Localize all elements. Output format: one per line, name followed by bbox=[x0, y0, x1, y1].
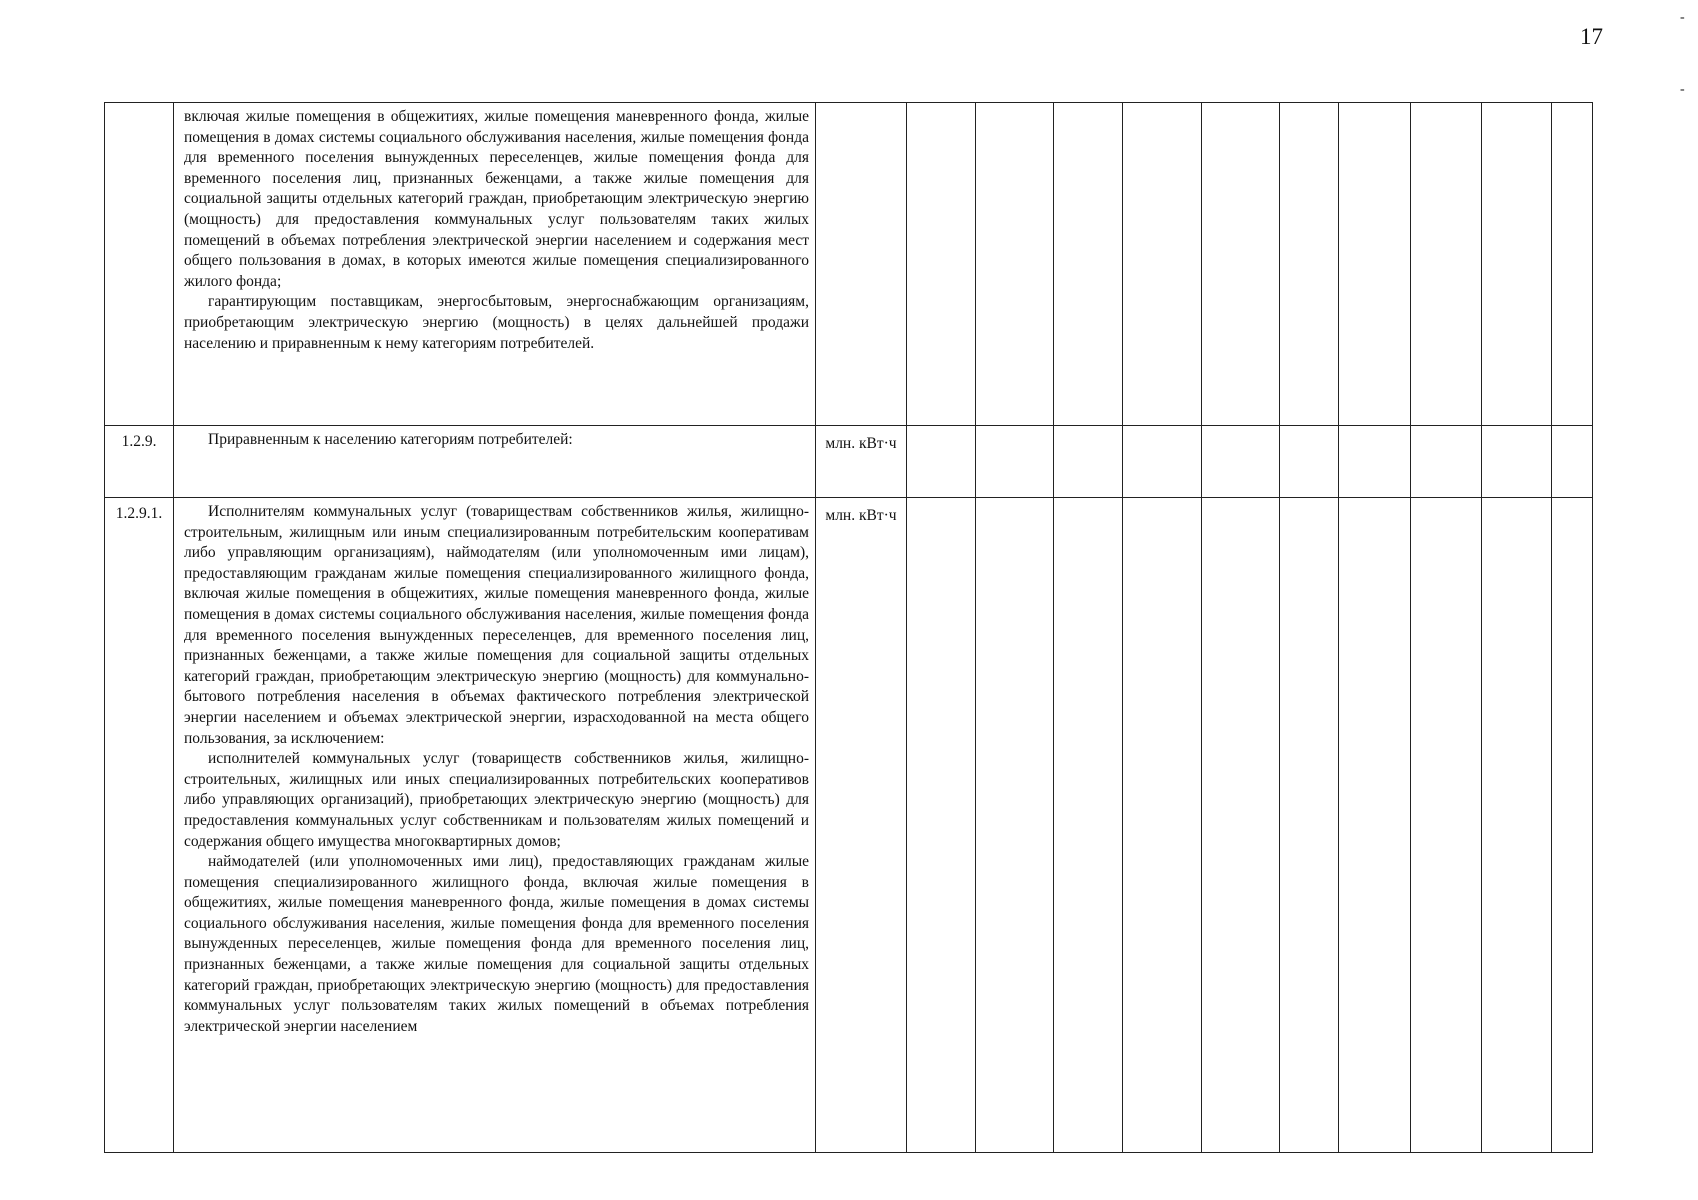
value-cell bbox=[1482, 103, 1552, 426]
value-cell bbox=[1054, 426, 1123, 498]
value-cell bbox=[1411, 103, 1482, 426]
row-number: 1.2.9.1. bbox=[105, 498, 174, 1153]
table-row bbox=[105, 103, 1593, 426]
description-paragraph: исполнителей коммунальных услуг (товариществ собственников жилья, жилищно-строительных, жилищных или иных специализированных потребительских кооперативов либо управляющих организаций), приобретающих электрическую энергию (мощность) для предоставления коммунальных услуг собственникам и пользователям жилых помещений и содержания общего имущества многоквартирных домов; bbox=[184, 750, 809, 850]
table-row bbox=[105, 498, 1593, 1153]
value-cell bbox=[1123, 426, 1202, 498]
value-cell bbox=[1339, 498, 1411, 1153]
value-cell bbox=[1482, 426, 1552, 498]
row-number: 1.2.9. bbox=[105, 426, 174, 498]
row-description bbox=[174, 426, 816, 498]
row-unit bbox=[816, 103, 907, 426]
margin-mark: - bbox=[1680, 82, 1685, 97]
value-cell bbox=[1280, 498, 1339, 1153]
value-cell bbox=[1339, 103, 1411, 426]
row-number bbox=[105, 103, 174, 426]
value-cell bbox=[1280, 426, 1339, 498]
row-unit: млн. кВт·ч bbox=[816, 498, 907, 1153]
value-cell bbox=[1552, 103, 1593, 426]
description-paragraph: наймодателей (или уполномоченных ими лиц), предоставляющих гражданам жилые помещения специализированного жилищного фонда, включая жилые помещения в общежитиях, жилые помещения маневренного фонда, жилые помещения в домах системы социального обслуживания населения, жилые помещения фонда для временного поселения вынужденных переселенцев, жилые помещения фонда для временного поселения лиц, признанных беженцами, а также жилые помещения для социальной защиты отдельных категорий граждан, приобретающих электрическую энергию (мощность) для предоставления коммунальных услуг пользователям таких жилых помещений в объемах потребления электрической энергии населением bbox=[184, 853, 809, 1035]
value-cell bbox=[1411, 426, 1482, 498]
value-cell bbox=[1123, 103, 1202, 426]
value-cell bbox=[1202, 426, 1280, 498]
table-row bbox=[105, 426, 1593, 498]
value-cell bbox=[1482, 498, 1552, 1153]
value-cell bbox=[976, 498, 1054, 1153]
margin-mark: - bbox=[1680, 10, 1685, 25]
value-cell bbox=[1054, 498, 1123, 1153]
value-cell bbox=[1280, 103, 1339, 426]
value-cell bbox=[907, 498, 976, 1153]
description-paragraph: Исполнителям коммунальных услуг (товариществам собственников жилья, жилищно-строительным, жилищным или иным специализированным потребительским кооперативам либо управляющим организациям), наймодателям (или уполномоченным ими лицам), предоставляющим гражданам жилые помещения специализированного жилищного фонда, включая жилые помещения в общежитиях, жилые помещения маневренного фонда, жилые помещения в домах системы социального обслуживания населения, жилые помещения фонда для временного поселения вынужденных переселенцев, для временного поселения лиц, признанных беженцами, а также жилые помещения для социальной защиты отдельных категорий граждан, приобретающим электрическую энергию (мощность) для коммунально-бытового потребления населения в объемах фактического потребления электрической энергии населением и объемах электрической энергии, израсходованной на места общего пользования, за исключением: bbox=[184, 503, 809, 747]
value-cell bbox=[1552, 426, 1593, 498]
value-cell bbox=[1552, 498, 1593, 1153]
row-unit: млн. кВт·ч bbox=[816, 426, 907, 498]
value-cell bbox=[1202, 103, 1280, 426]
value-cell bbox=[1411, 498, 1482, 1153]
value-cell bbox=[976, 426, 1054, 498]
description-paragraph: гарантирующим поставщикам, энергосбытовым, энергоснабжающим организациям, приобретающим электрическую энергию (мощность) в целях дальнейшей продажи населению и приравненным к нему категориям потребителей. bbox=[184, 293, 809, 352]
row-description bbox=[174, 103, 816, 426]
page-number: 17 bbox=[1580, 24, 1603, 49]
description-paragraph: Приравненным к населению категориям потребителей: bbox=[208, 431, 573, 448]
value-cell bbox=[976, 103, 1054, 426]
value-cell bbox=[907, 103, 976, 426]
value-cell bbox=[907, 426, 976, 498]
tariff-table bbox=[104, 102, 1698, 1142]
value-cell bbox=[1202, 498, 1280, 1153]
row-description bbox=[174, 498, 816, 1153]
description-paragraph: включая жилые помещения в общежитиях, жилые помещения маневренного фонда, жилые помещения в домах системы социального обслуживания населения, жилые помещения фонда для временного поселения вынужденных переселенцев, жилые помещения фонда для временного поселения лиц, признанных беженцами, а также жилые помещения для социальной защиты отдельных категорий граждан, приобретающим электрическую энергию (мощность) для предоставления коммунальных услуг пользователям таких жилых помещений в объемах потребления электрической энергии населением и содержания мест общего пользования в домах, в которых имеются жилые помещения специализированного жилого фонда; bbox=[184, 108, 809, 290]
value-cell bbox=[1339, 426, 1411, 498]
value-cell bbox=[1054, 103, 1123, 426]
value-cell bbox=[1123, 498, 1202, 1153]
